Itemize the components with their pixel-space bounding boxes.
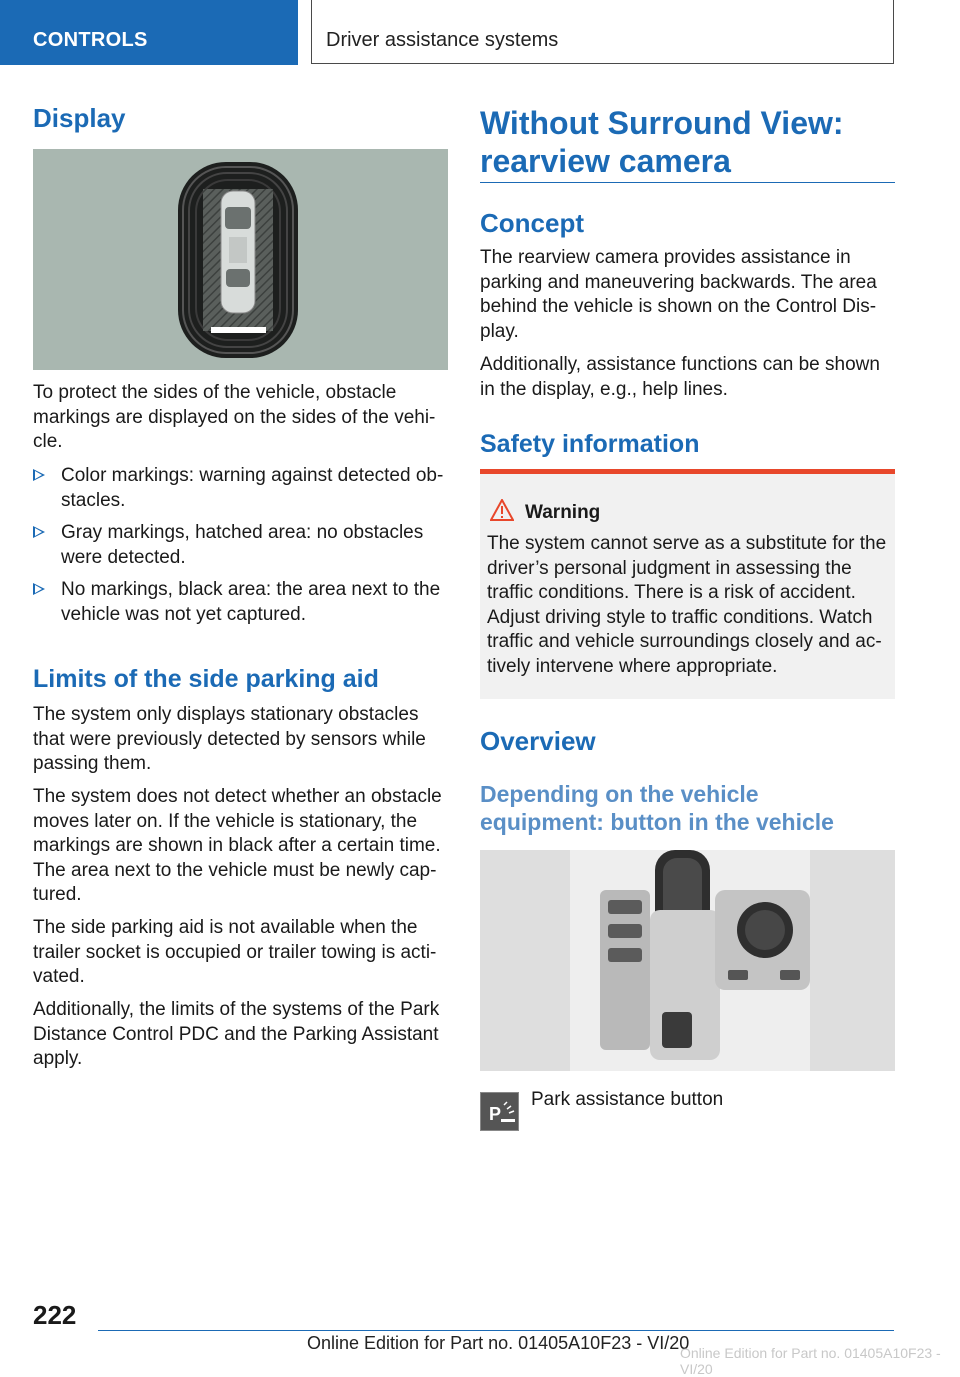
- concept-paragraph: Additionally, assistance functions can be shown in the display, e.g., help lines.: [480, 354, 880, 400]
- svg-text:P: P: [489, 1104, 502, 1124]
- edition-text: Online Edition for Part no. 01405A10F23 - VI/20: [307, 1333, 690, 1353]
- bullet-triangle-icon: [33, 526, 45, 538]
- console-image: [480, 850, 895, 1071]
- footer-rule: [98, 1330, 894, 1331]
- section-title: Without Surround View: rearview camera: [480, 105, 844, 179]
- concept-paragraph: The rearview camera provides assistance in parking and maneuvering backwards. The area behind the vehicle is shown on the Control Dis- play.: [480, 247, 877, 342]
- display-paragraph: To protect the sides of the vehicle, obstacle markings are displayed on the sides of the vehi- cle.: [33, 382, 436, 452]
- limits-paragraph: The side parking aid is not available when the trailer socket is occupied or trailer towing is acti- vated.: [33, 917, 437, 987]
- list-item: Gray markings, hatched area: no obstacles were detected.: [33, 521, 453, 571]
- warning-label: Warning: [525, 502, 601, 523]
- button-caption: Park assistance button: [531, 1089, 724, 1110]
- list-item: Color markings: warning against detected ob- stacles.: [33, 464, 453, 514]
- list-item: No markings, black area: the area next to the vehicle was not yet captured.: [33, 578, 453, 628]
- bullet-triangle-icon: [33, 583, 45, 595]
- section-tab: [0, 0, 298, 65]
- watermark: Online Edition for Part no. 01405A10F23 - VI/20: [680, 1345, 941, 1377]
- limits-paragraph: Additionally, the limits of the systems of the Park Distance Control PDC and the Parking Assistant apply.: [33, 999, 440, 1069]
- display-heading: Display: [33, 103, 126, 133]
- sub-heading: Depending on the vehicle equipment: button in the vehicle: [480, 781, 834, 835]
- chapter-tab: [311, 0, 894, 64]
- center-console-illustration: [480, 850, 895, 1071]
- bullet-triangle-icon: [33, 469, 45, 481]
- warning-box: [480, 469, 895, 699]
- limits-heading: Limits of the side parking aid: [33, 665, 379, 693]
- safety-heading: Safety information: [480, 430, 700, 458]
- section-title: CONTROLS: [33, 29, 148, 51]
- warning-triangle-icon: [490, 499, 514, 521]
- warning-text: The system cannot serve as a substitute for the driver’s personal judgment in assessing the traffic conditions. There is a risk of accident. Adjust driving style to traffic conditions. Watch traffic and vehicle surroundings closely and ac- tively intervene where appropriate.: [487, 533, 887, 677]
- chapter-title: Driver assistance systems: [326, 29, 559, 51]
- limits-paragraph: The system does not detect whether an obstacle moves later on. If the vehicle is stationary, the markings are shown in black after a certain time. The area next to the vehicle must be newly cap- tured.: [33, 786, 442, 905]
- display-image: [33, 149, 448, 370]
- concept-heading: Concept: [480, 208, 584, 238]
- page-number: 222: [33, 1300, 77, 1330]
- title-rule: [480, 182, 895, 183]
- park-assist-icon: [480, 1092, 519, 1131]
- vehicle-topview-illustration: [33, 149, 448, 370]
- limits-paragraph: The system only displays stationary obstacles that were previously detected by sensors while passing them.: [33, 704, 426, 774]
- overview-heading: Overview: [480, 726, 596, 756]
